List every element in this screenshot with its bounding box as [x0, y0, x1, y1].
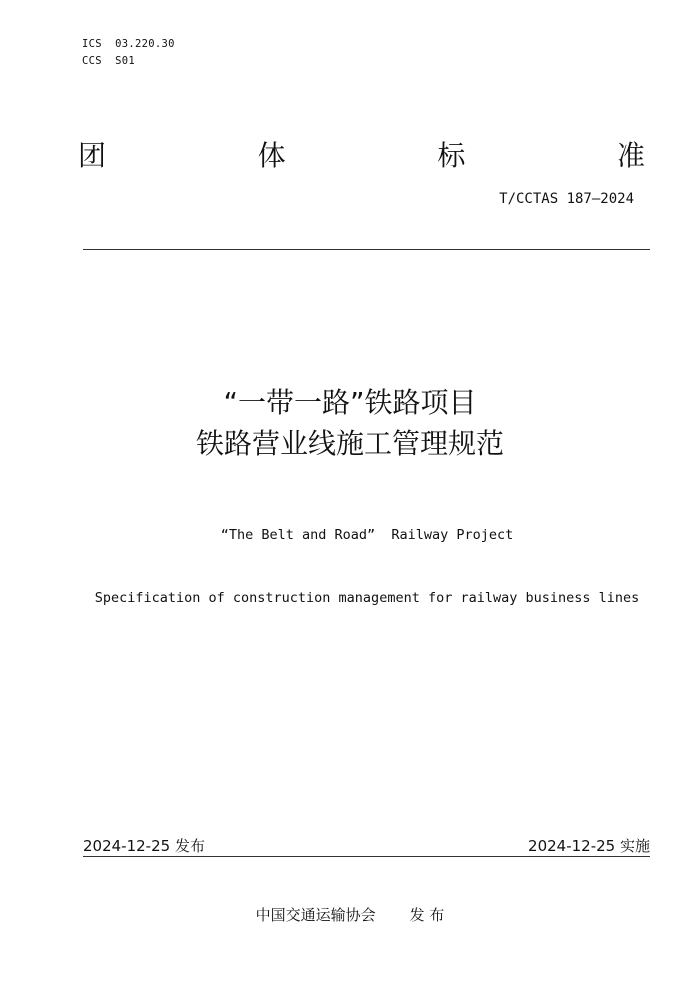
english-title-line2: Specification of construction management for railway business lines [94, 590, 640, 606]
ccs-code: CCS S01 [82, 55, 135, 67]
ics-code: ICS 03.220.30 [82, 38, 175, 50]
chinese-title-line1: “一带一路”铁路项目 [223, 386, 477, 419]
date-row [83, 835, 650, 855]
footer-divider [83, 856, 650, 857]
doc-type-char: 标 [437, 139, 466, 172]
issue-date: 2024-12-25 发布 [83, 837, 205, 855]
doc-type-char: 团 [78, 139, 107, 172]
chinese-title-line2: 铁路营业线施工管理规范 [195, 427, 504, 460]
doc-type-char: 体 [257, 139, 286, 172]
classification-codes [82, 36, 175, 70]
chinese-title [0, 382, 700, 464]
publisher-line [0, 904, 700, 925]
implementation-date: 2024-12-25 实施 [528, 837, 650, 855]
standard-number: T/CCTAS 187—2024 [499, 191, 634, 207]
doc-type-char: 准 [616, 139, 645, 172]
english-title-line1: “The Belt and Road” Railway Project [220, 527, 514, 543]
document-type [78, 134, 645, 174]
publish-label: 发 布 [409, 906, 445, 924]
publisher-name: 中国交通运输协会 [255, 906, 376, 924]
english-title [0, 483, 700, 630]
header-divider [83, 249, 650, 250]
